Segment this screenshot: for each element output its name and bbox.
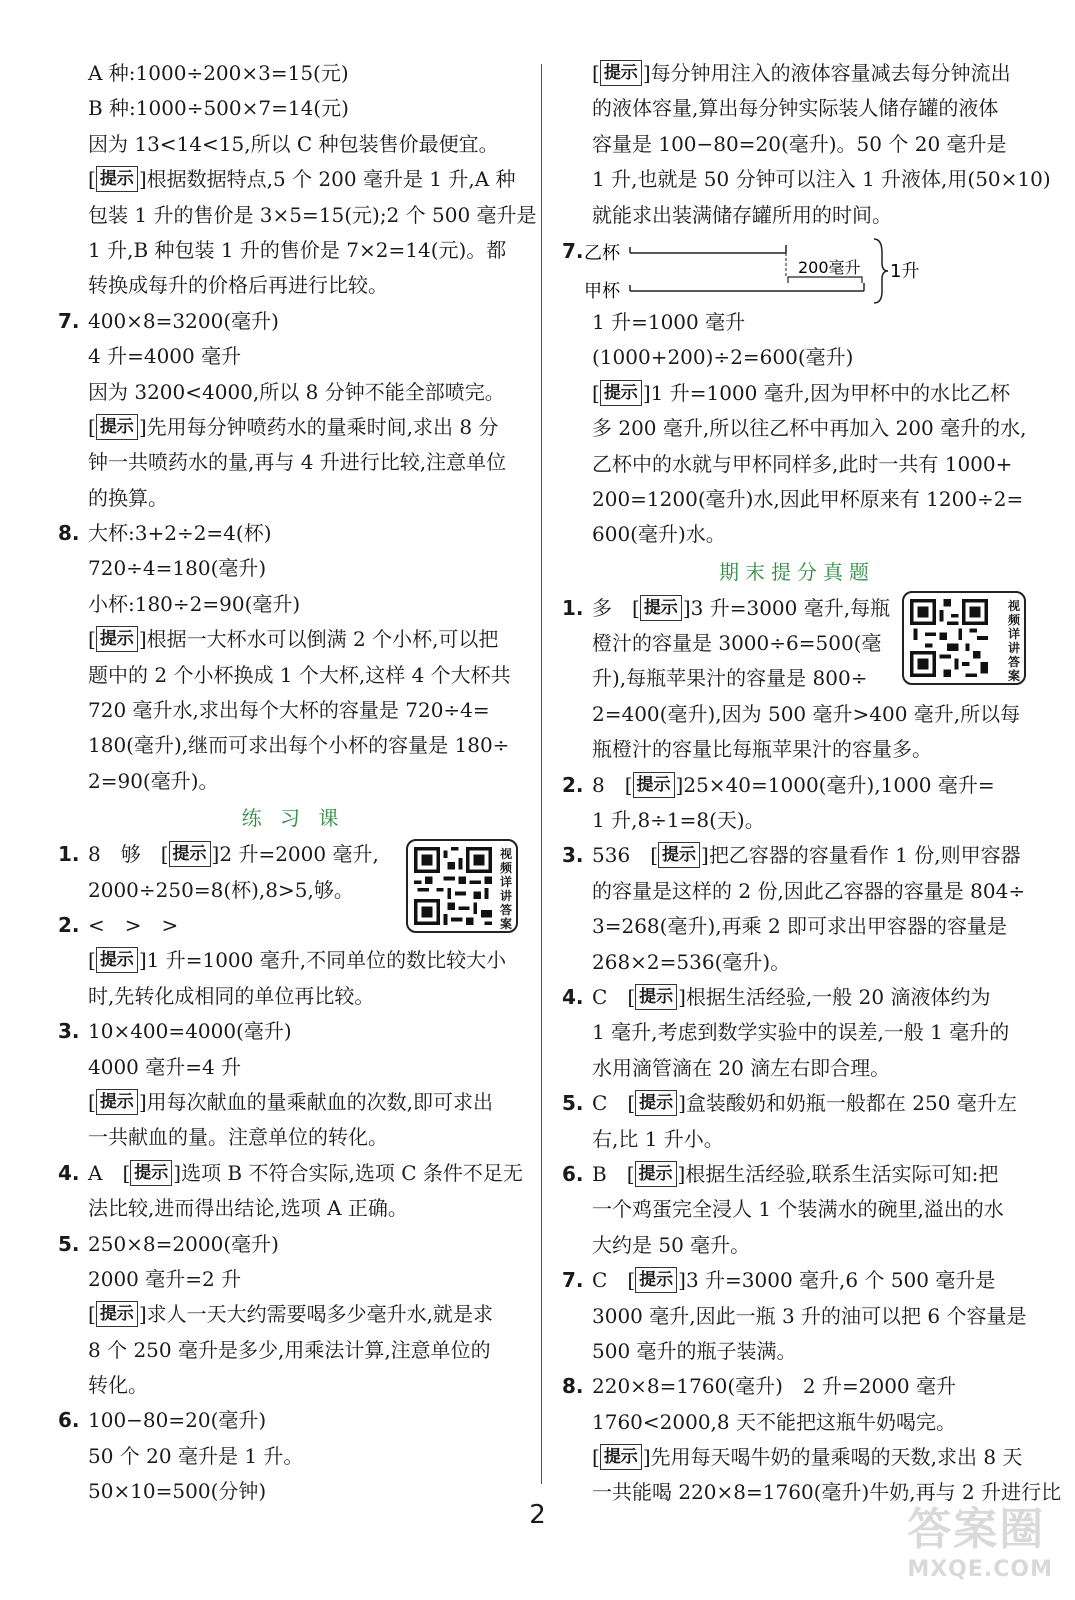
question-number: 1. xyxy=(58,842,80,867)
practice-1-line: 1. 8 够 [ 提示 ]2 升=2000 毫升, xyxy=(58,837,528,872)
cup-b-label: 乙杯 xyxy=(584,242,620,264)
hint-line: 橙汁的容量是 3000÷6=500(毫 xyxy=(592,631,882,656)
answer-line: 1760<2000,8 天不能把这瓶牛奶喝完。 xyxy=(592,1409,956,1434)
watermark-top: 答案圈 xyxy=(907,1504,1046,1555)
hint-label: 提示 xyxy=(96,166,138,192)
answer-line: 因为 3200<4000,所以 8 分钟不能全部喷完。 xyxy=(88,379,505,404)
watermark-bottom: MXQE.COM xyxy=(907,1557,1053,1582)
hint-line: 题中的 2 个小杯换成 1 个大杯,这样 4 个大杯共 xyxy=(88,662,511,687)
hint-label: 提示 xyxy=(96,1301,138,1327)
hint-label: 提示 xyxy=(130,1160,172,1186)
difference-label: 200毫升 xyxy=(798,257,861,277)
answer-line: B 种:1000÷500×7=14(元) xyxy=(88,96,349,121)
exam-3-line: 3. 536 [ 提示 ]把乙容器的容量看作 1 份,则甲容器 xyxy=(562,838,1032,873)
question-number: 8. xyxy=(562,1374,584,1399)
question-number: 3. xyxy=(58,1019,80,1044)
cup-comparison-diagram xyxy=(562,233,1032,305)
hint-line: 瓶橙汁的容量比每瓶苹果汁的容量多。 xyxy=(592,737,932,762)
hint-line: [ 提示 ]先用每天喝牛奶的量乘喝的天数,求出 8 天 xyxy=(592,1445,1023,1470)
hint-line: [ 提示 ]根据数据特点,5 个 200 毫升是 1 升,A 种 xyxy=(88,167,516,192)
exam-7-line: 7. C [ 提示 ]3 升=3000 毫升,6 个 500 毫升是 xyxy=(562,1263,1032,1298)
exam-8-line: 8. 220×8=1760(毫升) 2 升=2000 毫升 xyxy=(562,1369,1032,1404)
hint-line: [ 提示 ]1 升=1000 毫升,不同单位的数比较大小 xyxy=(88,948,507,973)
answer-line: 50×10=500(分钟) xyxy=(88,1479,267,1504)
total-label: 1升 xyxy=(890,260,920,282)
hint-line: 就能求出装满储存罐所用的时间。 xyxy=(592,202,892,227)
hint-line: 右,比 1 升小。 xyxy=(592,1126,724,1151)
hint-line: 转化。 xyxy=(88,1373,148,1398)
left-column xyxy=(58,56,537,1510)
question-number: 4. xyxy=(58,1160,80,1185)
question-number: 7. xyxy=(58,308,80,333)
hint-line: 一共能喝 220×8=1760(毫升)牛奶,再与 2 升进行比 xyxy=(592,1480,1062,1505)
hint-line: 大约是 50 毫升。 xyxy=(592,1232,751,1257)
question-number: 6. xyxy=(58,1408,80,1433)
hint-label: 提示 xyxy=(640,595,682,621)
hint-line: 2=400(毫升),因为 500 毫升>400 毫升,所以每 xyxy=(592,701,1021,726)
hint-line: [ 提示 ]用每次献血的量乘献血的次数,即可求出 xyxy=(88,1089,493,1114)
hint-line: 容量是 100−80=20(毫升)。50 个 20 毫升是 xyxy=(592,131,1007,156)
exam-5-line: 5. C [ 提示 ]盒装酸奶和奶瓶一般都在 250 毫升左 xyxy=(562,1086,1032,1121)
practice-3-line: 3. 10×400=4000(毫升) xyxy=(58,1014,528,1049)
hint-label: 提示 xyxy=(635,1161,677,1187)
question-8-line: 8. 大杯:3+2÷2=4(杯) xyxy=(58,516,528,551)
question-number: 7. xyxy=(562,1268,584,1293)
answer-line: A 种:1000÷200×3=15(元) xyxy=(88,61,349,85)
hint-line: 一个鸡蛋完全浸人 1 个装满水的碗里,溢出的水 xyxy=(592,1197,1004,1222)
hint-label: 提示 xyxy=(635,1090,677,1116)
hint-line: 水用滴管滴在 20 滴左右即合理。 xyxy=(592,1055,891,1080)
hint-line: [ 提示 ]1 升=1000 毫升,因为甲杯中的水比乙杯 xyxy=(592,380,1011,405)
hint-line: 的容量是这样的 2 份,因此乙容器的容量是 804÷ xyxy=(592,878,1026,903)
question-number: 5. xyxy=(58,1231,80,1256)
hint-line: 1 升,8÷1=8(天)。 xyxy=(592,808,765,833)
question-number: 1. xyxy=(562,595,584,620)
hint-line: 2=90(毫升)。 xyxy=(88,768,219,793)
qr-label: 视频详讲答案 xyxy=(1008,598,1021,683)
watermark-logo xyxy=(907,1493,1053,1582)
hint-line: 1 升,也就是 50 分钟可以注入 1 升液体,用(50×10) xyxy=(592,167,1051,192)
hint-label: 提示 xyxy=(96,414,138,440)
hint-label: 提示 xyxy=(635,1267,677,1293)
answer-line: 2000÷250=8(杯),8>5,够。 xyxy=(88,877,354,902)
hint-line: 500 毫升的瓶子装满。 xyxy=(592,1338,797,1363)
question-number: 5. xyxy=(562,1091,584,1116)
hint-line: 转换成每升的价格后再进行比较。 xyxy=(88,273,388,298)
question-number: 8. xyxy=(58,521,80,546)
hint-label: 提示 xyxy=(633,772,675,798)
hint-line: 180(毫升),继而可求出每个小杯的容量是 180÷ xyxy=(88,733,510,758)
practice-5-line: 5. 250×8=2000(毫升) xyxy=(58,1227,528,1262)
exam-2-line: 2. 8 [ 提示 ]25×40=1000(毫升),1000 毫升= xyxy=(562,768,1032,803)
cup-a-label: 甲杯 xyxy=(584,280,620,302)
hint-line: 600(毫升)水。 xyxy=(592,522,726,547)
hint-line: [ 提示 ]每分钟用注入的液体容量减去每分钟流出 xyxy=(592,61,1011,85)
section-heading: 练 习 课 xyxy=(241,806,345,831)
hint-label: 提示 xyxy=(169,841,211,867)
answer-line: 因为 13<14<15,所以 C 种包装售价最便宜。 xyxy=(88,131,499,156)
answer-line: 50 个 20 毫升是 1 升。 xyxy=(88,1443,304,1468)
hint-line: 8 个 250 毫升是多少,用乘法计算,注意单位的 xyxy=(88,1337,491,1362)
question-number: 3. xyxy=(562,843,584,868)
hint-line: 的换算。 xyxy=(88,485,168,510)
hint-line: 3000 毫升,因此一瓶 3 升的油可以把 6 个容量是 xyxy=(592,1303,1027,1328)
practice-2-line: 2. < > > xyxy=(58,908,528,943)
hint-line: [ 提示 ]先用每分钟喷药水的量乘时间,求出 8 分 xyxy=(88,414,499,439)
hint-label: 提示 xyxy=(96,947,138,973)
hint-label: 提示 xyxy=(600,380,642,406)
column-divider xyxy=(541,64,542,1484)
segment-diagram xyxy=(562,233,1032,305)
hint-label: 提示 xyxy=(600,60,642,86)
hint-line: 200=1200(毫升)水,因此甲杯原来有 1200÷2= xyxy=(592,486,1024,511)
answer-line: 4000 毫升=4 升 xyxy=(88,1054,242,1079)
exam-4-line: 4. C [ 提示 ]根据生活经验,一般 20 滴液体约为 xyxy=(562,980,1032,1015)
hint-line: 的液体容量,算出每分钟实际装人储存罐的液体 xyxy=(592,96,999,121)
answer-line: 4 升=4000 毫升 xyxy=(88,344,242,369)
question-number: 2. xyxy=(562,772,584,797)
page-number: 2 xyxy=(529,1500,546,1530)
hint-label: 提示 xyxy=(635,984,677,1010)
right-column xyxy=(562,56,1062,1511)
question-7-line: 7. 400×8=3200(毫升) xyxy=(58,304,528,339)
hint-line: 268×2=536(毫升)。 xyxy=(592,949,791,974)
question-number: 2. xyxy=(58,912,80,937)
hint-label: 提示 xyxy=(600,1444,642,1470)
hint-line: 1 毫升,考虑到数学实验中的误差,一般 1 毫升的 xyxy=(592,1020,1010,1045)
answer-line: 2000 毫升=2 升 xyxy=(88,1266,242,1291)
hint-line: 升),每瓶苹果汁的容量是 800÷ xyxy=(592,666,868,691)
hint-line: 时,先转化成相同的单位再比较。 xyxy=(88,983,375,1008)
hint-line: [ 提示 ]求人一天大约需要喝多少毫升水,就是求 xyxy=(88,1302,493,1327)
practice-6-line: 6. 100−80=20(毫升) xyxy=(58,1403,528,1438)
question-number: 4. xyxy=(562,984,584,1009)
hint-line: 720 毫升水,求出每个大杯的容量是 720÷4= xyxy=(88,698,490,723)
hint-line: 钟一共喷药水的量,再与 4 升进行比较,注意单位 xyxy=(88,450,507,475)
qr-label: 视频详讲答案 xyxy=(500,847,513,932)
exam-1-line: 1. 多 [ 提示 ]3 升=3000 毫升,每瓶 xyxy=(562,591,1032,626)
hint-line: 3=268(毫升),再乘 2 即可求出甲容器的容量是 xyxy=(592,914,1008,939)
question-number: 6. xyxy=(562,1161,584,1186)
hint-line: 1 升,B 种包装 1 升的售价是 7×2=14(元)。都 xyxy=(88,237,507,262)
exam-6-line: 6. B [ 提示 ]根据生活经验,联系生活实际可知:把 xyxy=(562,1157,1032,1192)
difference-brace xyxy=(788,277,862,283)
practice-4-line: 4. A [ 提示 ]选项 B 不符合实际,选项 C 条件不足无 xyxy=(58,1156,528,1191)
hint-line: 乙杯中的水就与甲杯同样多,此时一共有 1000+ xyxy=(592,451,1013,476)
hint-line: 多 200 毫升,所以往乙杯中再加入 200 毫升的水, xyxy=(592,416,1027,441)
hint-line: 一共献血的量。注意单位的转化。 xyxy=(88,1125,388,1150)
hint-line: [ 提示 ]根据一大杯水可以倒满 2 个小杯,可以把 xyxy=(88,627,499,652)
answer-line: 720÷4=180(毫升) xyxy=(88,556,267,581)
answer-line: 小杯:180÷2=90(毫升) xyxy=(88,591,301,616)
hint-label: 提示 xyxy=(96,1089,138,1115)
hint-line: 包装 1 升的售价是 3×5=15(元);2 个 500 毫升是 xyxy=(88,202,537,227)
answer-line: (1000+200)÷2=600(毫升) xyxy=(592,345,854,370)
answer-line: 1 升=1000 毫升 xyxy=(592,309,746,334)
section-heading: 期末提分真题 xyxy=(719,559,875,584)
total-brace xyxy=(874,239,888,303)
question-number: 7. xyxy=(562,238,584,263)
hint-label: 提示 xyxy=(658,842,700,868)
hint-line: 法比较,进而得出结论,选项 A 正确。 xyxy=(88,1196,408,1221)
hint-label: 提示 xyxy=(96,626,138,652)
